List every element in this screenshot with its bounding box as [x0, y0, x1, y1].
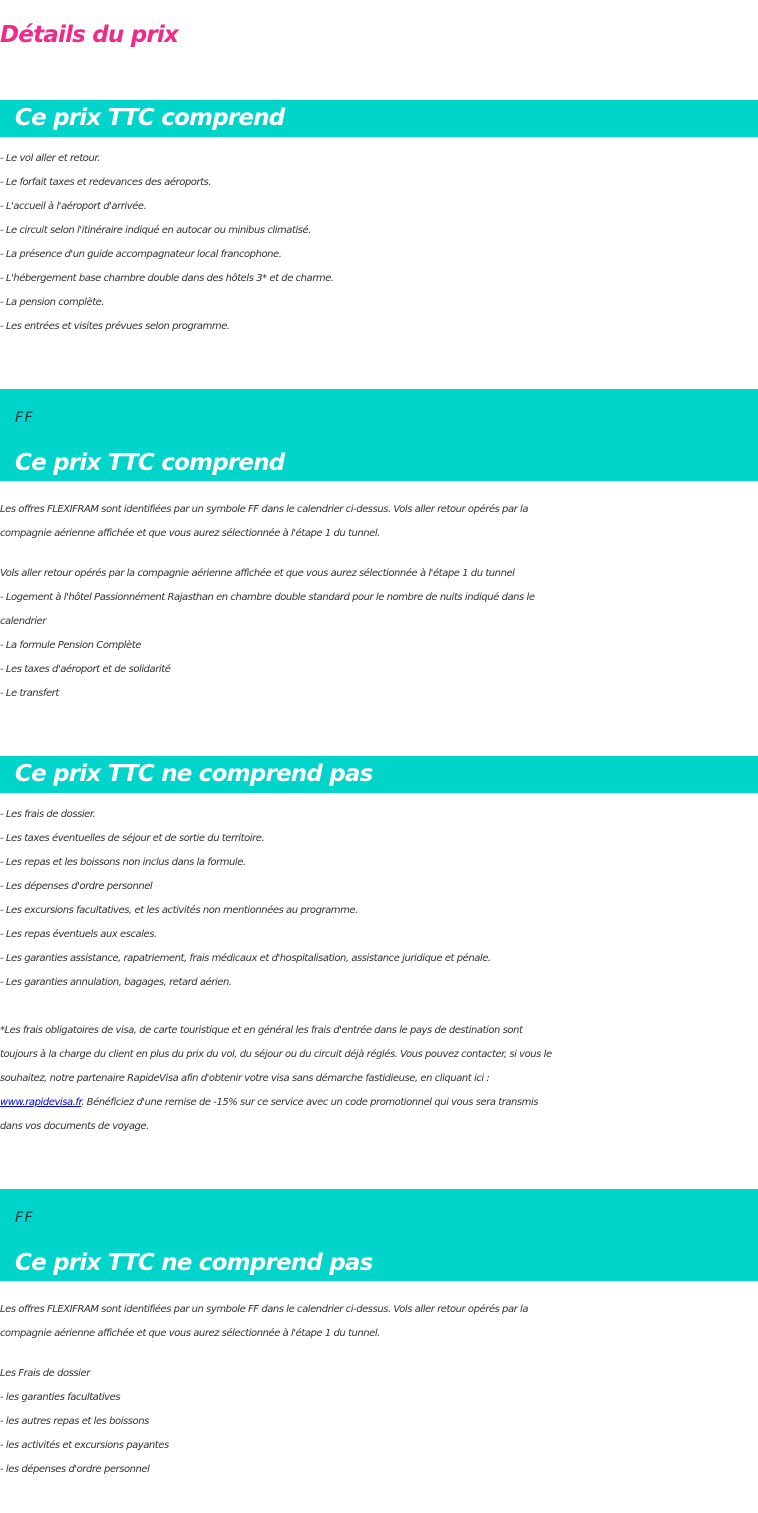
flexifram-code: FF — [15, 1210, 35, 1226]
included-list — [0, 147, 758, 339]
list-item: - L'accueil à l'aéroport d'arrivée. — [0, 201, 147, 212]
note-line: souhaitez, notre partenaire RapideVisa afin d'obtenir votre visa sans démarche fastidieuse, en cliquant ici : — [0, 1073, 490, 1084]
list-item: - Les garanties annulation, bagages, retard aérien. — [0, 977, 232, 988]
list-item: - La formule Pension Complète — [0, 640, 141, 651]
rapidevisa-link[interactable]: www.rapidevisa.fr — [0, 1097, 82, 1108]
list-item: - La présence d'un guide accompagnateur local francophone. — [0, 249, 282, 260]
flexifram-included-intro — [0, 498, 758, 546]
visa-note — [0, 1019, 758, 1139]
flexifram-not-included-intro — [0, 1298, 758, 1346]
page-title: Détails du prix — [0, 22, 179, 48]
list-item: - les garanties facultatives — [0, 1392, 121, 1403]
flexifram-code: FF — [15, 410, 35, 426]
section-title: Ce prix TTC comprend — [15, 450, 285, 476]
list-item: - Le vol aller et retour. — [0, 153, 100, 164]
list-item: - Les repas éventuels aux escales. — [0, 929, 157, 940]
note-line: *Les frais obligatoires de visa, de carte touristique et en général les frais d'entrée dans le pays de destination sont — [0, 1025, 523, 1036]
not-included-list — [0, 803, 758, 995]
list-item: Vols aller retour opérés par la compagnie aérienne affichée et que vous aurez sélectionnée à l'étape 1 du tunnel — [0, 568, 515, 579]
note-line-with-link — [0, 1091, 758, 1115]
list-item: Les Frais de dossier — [0, 1368, 90, 1379]
list-item: - Les entrées et visites prévues selon programme. — [0, 321, 230, 332]
list-item: - Les repas et les boissons non inclus dans la formule. — [0, 857, 246, 868]
list-item: - les autres repas et les boissons — [0, 1416, 149, 1427]
note-text: . Bénéficiez d'une remise de -15% sur ce service avec un code promotionnel qui vous sera transmis — [81, 1097, 539, 1108]
list-item: - La pension complète. — [0, 297, 105, 308]
list-item: - les activités et excursions payantes — [0, 1440, 169, 1451]
section-header-not-included — [0, 756, 758, 793]
list-item: - Les taxes d'aéroport et de solidarité — [0, 664, 171, 675]
list-item: - Logement à l'hôtel Passionnément Rajasthan en chambre double standard pour le nombre de nuits indiqué dans le — [0, 592, 535, 603]
intro-line: compagnie aérienne affichée et que vous aurez sélectionnée à l'étape 1 du tunnel. — [0, 528, 380, 539]
section-title: Ce prix TTC ne comprend pas — [15, 1250, 373, 1276]
list-item: - Les excursions facultatives, et les activités non mentionnées au programme. — [0, 905, 358, 916]
list-item: - Les dépenses d'ordre personnel — [0, 881, 153, 892]
list-item: - Le circuit selon l'itinéraire indiqué en autocar ou minibus climatisé. — [0, 225, 311, 236]
list-item: - Le forfait taxes et redevances des aéroports. — [0, 177, 212, 188]
section-title: Ce prix TTC comprend — [15, 105, 285, 131]
list-item: - L'hébergement base chambre double dans des hôtels 3* et de charme. — [0, 273, 334, 284]
intro-line: Les offres FLEXIFRAM sont identifiées par un symbole FF dans le calendrier ci-dessus. Vols aller retour opérés par la — [0, 504, 529, 515]
section-header-flexifram-not-included — [0, 1189, 758, 1281]
list-item: - les dépenses d'ordre personnel — [0, 1464, 150, 1475]
intro-line: Les offres FLEXIFRAM sont identifiées par un symbole FF dans le calendrier ci-dessus. Vols aller retour opérés par la — [0, 1304, 529, 1315]
list-item: - Le transfert — [0, 688, 59, 699]
intro-line: compagnie aérienne affichée et que vous aurez sélectionnée à l'étape 1 du tunnel. — [0, 1328, 380, 1339]
note-line: dans vos documents de voyage. — [0, 1121, 149, 1132]
note-line: toujours à la charge du client en plus du prix du vol, du séjour ou du circuit déjà réglés. Vous pouvez contacter, si vous le — [0, 1049, 552, 1060]
flexifram-included-list — [0, 562, 758, 706]
list-item: calendrier — [0, 616, 46, 627]
list-item: - Les frais de dossier. — [0, 809, 96, 820]
section-header-flexifram-included — [0, 389, 758, 481]
list-item: - Les taxes éventuelles de séjour et de sortie du territoire. — [0, 833, 265, 844]
flexifram-not-included-list — [0, 1362, 758, 1482]
list-item: - Les garanties assistance, rapatriement, frais médicaux et d'hospitalisation, assistance juridique et pénale. — [0, 953, 491, 964]
section-title: Ce prix TTC ne comprend pas — [15, 761, 373, 787]
section-header-included — [0, 100, 758, 137]
